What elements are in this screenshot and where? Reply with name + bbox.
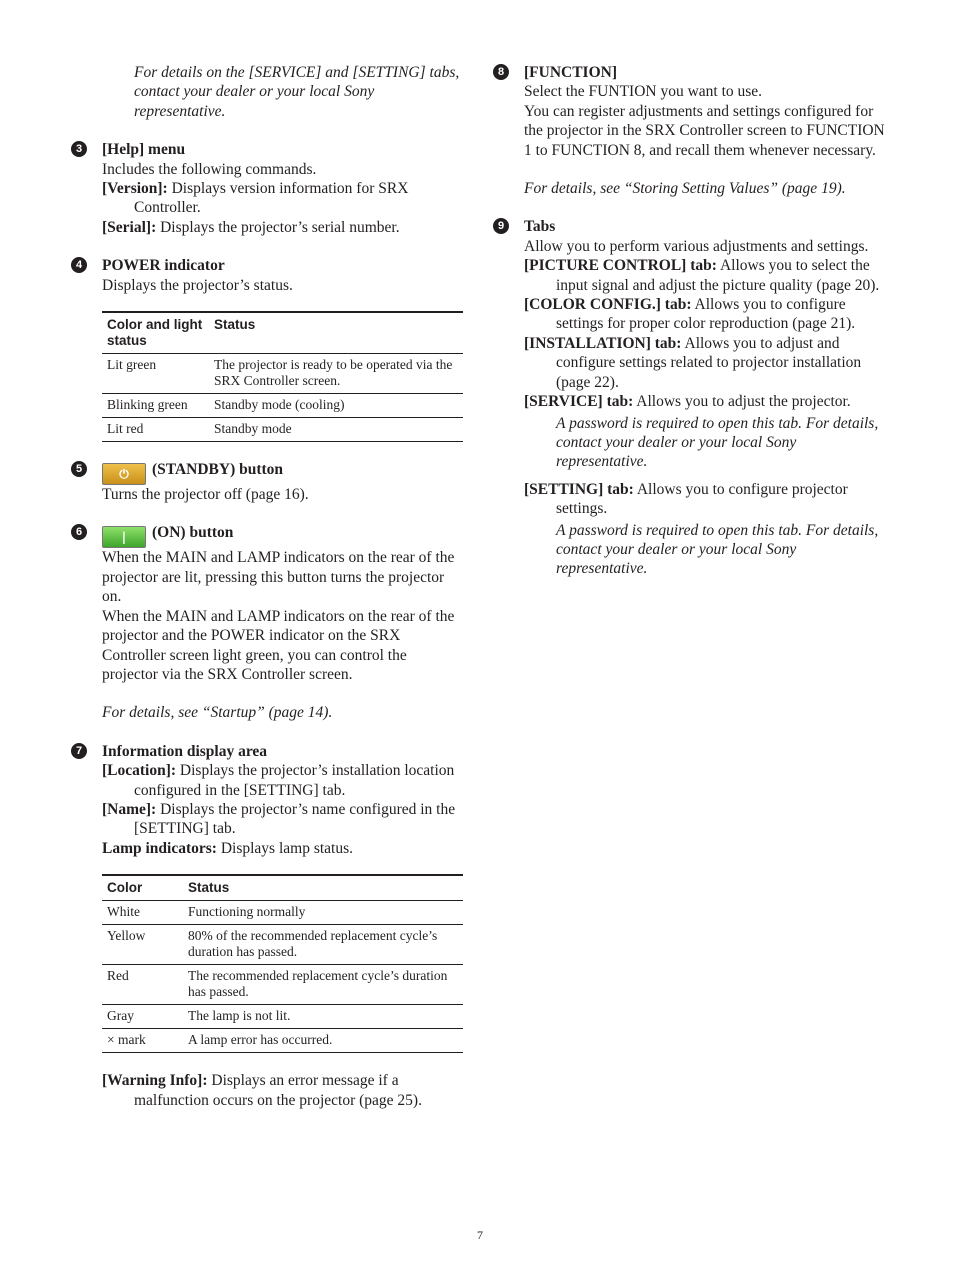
- table-cell: The recommended replacement cycle’s duration has passed.: [183, 965, 463, 1005]
- standby-title: (STANDBY) button: [152, 461, 284, 479]
- table-row: [102, 418, 463, 442]
- service-term: [SERVICE] tab:: [524, 393, 634, 411]
- table-header-cell: Status: [209, 312, 463, 354]
- table-cell: A lamp error has occurred.: [183, 1029, 463, 1053]
- table-cell: Standby mode: [209, 418, 463, 442]
- table-cell: Lit red: [102, 418, 209, 442]
- installation-term: [INSTALLATION] tab:: [524, 334, 682, 352]
- location-item: [102, 761, 463, 800]
- right-column: [493, 63, 888, 579]
- tabs-section: [493, 217, 888, 578]
- on-title-line: [102, 523, 463, 548]
- picture-control-text: Allows you to select the input signal and adjust the picture quality (page 20).: [556, 257, 880, 294]
- function-desc-2: You can register adjustments and settings configured for the projector in the SRX Controller screen to FUNCTION 1 to FUNCTION 8, and recall them whenever necessary.: [524, 102, 885, 159]
- table-cell: Standby mode (cooling): [209, 394, 463, 418]
- table-cell: Blinking green: [102, 394, 209, 418]
- version-text: Displays version information for SRX Controller.: [134, 180, 409, 217]
- intro-note: For details on the [SERVICE] and [SETTING] tabs, contact your dealer or your local Sony representative.: [134, 64, 460, 120]
- table-cell: × mark: [102, 1029, 183, 1053]
- lamp-indicators-item: [102, 839, 463, 858]
- color-config-text: Allows you to configure settings for proper color reproduction (page 21).: [556, 296, 856, 333]
- standby-power-icon: ⏻: [102, 463, 146, 485]
- table-cell: The projector is ready to be operated via the SRX Controller screen.: [209, 354, 463, 394]
- service-text: Allows you to adjust the projector.: [636, 393, 851, 411]
- info-title: Information display area: [102, 742, 268, 760]
- setting-item: [524, 480, 888, 519]
- callout-number-9: 9: [493, 218, 509, 234]
- standby-button-section: [71, 460, 463, 504]
- callout-number-5: 5: [71, 461, 87, 477]
- lamp-status-table: [102, 874, 463, 1053]
- function-section: [493, 63, 888, 198]
- info-display-section: [71, 742, 463, 1110]
- table-row: [102, 965, 463, 1005]
- table-cell: Red: [102, 965, 183, 1005]
- lamp-text: Displays lamp status.: [220, 839, 354, 857]
- on-button-section: [71, 523, 463, 722]
- on-desc-2: When the MAIN and LAMP indicators on the rear of the projector and the POWER indicator on the SRX Controller screen light green, you can control the projector via the SRX Controller screen.: [102, 607, 455, 683]
- callout-number-4: 4: [71, 257, 87, 273]
- on-power-icon: |: [102, 526, 146, 548]
- installation-item: [524, 334, 888, 392]
- callout-number-6: 6: [71, 524, 87, 540]
- table-cell: 80% of the recommended replacement cycle’s duration has passed.: [183, 925, 463, 965]
- warning-text: Displays an error message if a malfunction occurs on the projector (page 25).: [134, 1072, 422, 1109]
- location-text: Displays the projector’s installation location configured in the [SETTING] tab.: [134, 762, 455, 799]
- standby-title-line: [102, 460, 463, 485]
- power-indicator-desc: Displays the projector’s status.: [102, 276, 293, 294]
- power-indicator-title: POWER indicator: [102, 257, 225, 275]
- table-cell: The lamp is not lit.: [183, 1005, 463, 1029]
- callout-number-3: 3: [71, 141, 87, 157]
- table-cell: White: [102, 901, 183, 925]
- table-row: [102, 1005, 463, 1029]
- tabs-desc: Allow you to perform various adjustments and settings.: [524, 237, 869, 255]
- version-term: [Version]:: [102, 180, 168, 198]
- table-header-row: [102, 312, 463, 354]
- on-desc-1: When the MAIN and LAMP indicators on the rear of the projector are lit, pressing this button turns the projector on.: [102, 549, 455, 606]
- table-header-cell: Status: [183, 875, 463, 901]
- table-row: [102, 354, 463, 394]
- page-number: 7: [477, 1228, 483, 1242]
- table-row: [102, 901, 463, 925]
- help-menu-section: [71, 140, 463, 237]
- function-desc-1: Select the FUNTION you want to use.: [524, 83, 763, 101]
- setting-text: Allows you to configure projector settings.: [556, 480, 848, 518]
- callout-number-8: 8: [493, 64, 509, 80]
- picture-control-term: [PICTURE CONTROL] tab:: [524, 257, 717, 275]
- installation-text: Allows you to adjust and configure settings related to projector installation (page 22).: [556, 334, 862, 391]
- lamp-term: Lamp indicators:: [102, 839, 217, 857]
- table-cell: Functioning normally: [183, 901, 463, 925]
- table-header-row: [102, 875, 463, 901]
- service-item: [524, 392, 888, 411]
- name-term: [Name]:: [102, 800, 157, 818]
- left-column: [71, 63, 463, 1110]
- table-cell: Yellow: [102, 925, 183, 965]
- name-text: Displays the projector’s name configured in the [SETTING] tab.: [134, 800, 456, 838]
- function-title: [FUNCTION]: [524, 64, 617, 81]
- serial-term: [Serial]:: [102, 218, 157, 236]
- on-title: (ON) button: [152, 524, 234, 542]
- name-item: [102, 800, 463, 839]
- warning-info-item: [102, 1071, 463, 1110]
- function-note: For details, see “Storing Setting Values” (page 19).: [524, 180, 846, 198]
- color-config-term: [COLOR CONFIG.] tab:: [524, 296, 692, 314]
- setting-note: A password is required to open this tab. For details, contact your dealer or your local Sony representative.: [556, 521, 879, 578]
- serial-text: Displays the projector’s serial number.: [160, 218, 400, 236]
- color-config-item: [524, 295, 888, 334]
- setting-term: [SETTING] tab:: [524, 480, 634, 498]
- table-cell: Lit green: [102, 354, 209, 394]
- table-row: [102, 394, 463, 418]
- picture-control-item: [524, 256, 888, 295]
- table-header-cell: Color: [102, 875, 183, 901]
- warning-term: [Warning Info]:: [102, 1072, 208, 1090]
- table-row: [102, 925, 463, 965]
- table-row: [102, 1029, 463, 1053]
- table-header-cell: Color and light status: [102, 312, 209, 354]
- on-note: For details, see “Startup” (page 14).: [102, 704, 333, 722]
- service-note: A password is required to open this tab. For details, contact your dealer or your local Sony representative.: [556, 414, 879, 471]
- serial-item: [102, 218, 463, 237]
- power-indicator-section: [71, 256, 463, 442]
- power-status-table: [102, 311, 463, 442]
- standby-desc: Turns the projector off (page 16).: [102, 486, 309, 504]
- callout-number-7: 7: [71, 743, 87, 759]
- version-item: [102, 179, 463, 218]
- location-term: [Location]:: [102, 762, 177, 780]
- help-menu-desc: Includes the following commands.: [102, 160, 317, 178]
- table-cell: Gray: [102, 1005, 183, 1029]
- help-menu-title: [Help] menu: [102, 141, 186, 159]
- tabs-title: Tabs: [524, 218, 556, 236]
